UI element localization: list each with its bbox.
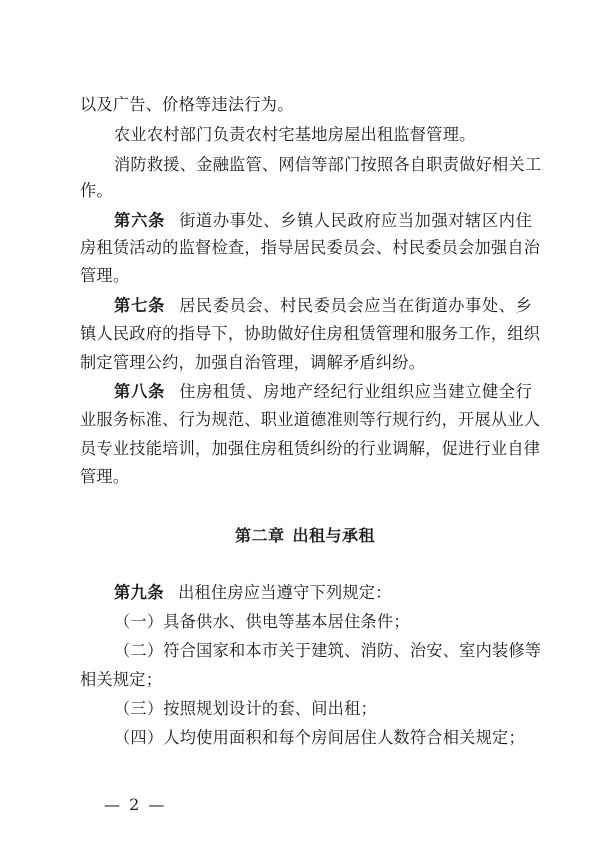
list-item: （四）人均使用面积和每个房间居住人数符合相关规定； bbox=[114, 728, 525, 747]
article-text: 居民委员会、村民委员会应当在街道办事处、乡 bbox=[179, 296, 533, 315]
article-8-line bbox=[114, 382, 532, 402]
paragraph-line: 制定管理公约，加强自治管理，调解矛盾纠纷。 bbox=[80, 353, 426, 372]
paragraph-line: 镇人民政府的指导下，协助做好住房租赁管理和服务工作，组织 bbox=[80, 324, 541, 343]
paragraph-line: 农业农村部门负责农村宅基地房屋出租监督管理。 bbox=[114, 125, 476, 144]
list-item: （一）具备供水、供电等基本居住条件； bbox=[114, 612, 410, 631]
paragraph-line: 员专业技能培训，加强住房租赁纠纷的行业调解，促进行业自律 bbox=[80, 439, 541, 458]
list-item-continuation: 相关规定； bbox=[80, 670, 163, 689]
paragraph-line: 管理。 bbox=[80, 467, 130, 486]
article-label: 第九条 bbox=[114, 583, 165, 602]
article-text: 出租住房应当遵守下列规定： bbox=[178, 583, 392, 602]
article-7-line bbox=[114, 296, 532, 316]
paragraph-line: 房租赁活动的监督检查，指导居民委员会、村民委员会加强自治 bbox=[80, 238, 541, 257]
page-number: — 2 — bbox=[104, 795, 167, 814]
paragraph-line: 消防救援、金融监管、网信等部门按照各自职责做好相关工 bbox=[114, 155, 542, 174]
article-label: 第八条 bbox=[114, 382, 166, 401]
chapter-heading bbox=[0, 526, 610, 546]
paragraph-line: 管理。 bbox=[80, 266, 130, 285]
chapter-title: 出租与承租 bbox=[292, 526, 376, 545]
article-label: 第六条 bbox=[114, 211, 166, 230]
paragraph-line: 以及广告、价格等违法行为。 bbox=[80, 95, 294, 114]
article-6-line bbox=[114, 211, 532, 231]
article-9-line bbox=[114, 583, 532, 603]
list-item: （二）符合国家和本市关于建筑、消防、治安、室内装修等 bbox=[114, 641, 542, 660]
paragraph-line: 作。 bbox=[80, 181, 113, 200]
article-text: 住房租赁、房地产经纪行业组织应当建立健全行 bbox=[179, 382, 533, 401]
article-text: 街道办事处、乡镇人民政府应当加强对辖区内住 bbox=[179, 211, 533, 230]
paragraph-line: 业服务标准、行为规范、职业道德准则等行规行约，开展从业人 bbox=[80, 410, 541, 429]
chapter-number: 第二章 bbox=[234, 526, 285, 545]
list-item: （三）按照规划设计的套、间出租； bbox=[114, 699, 377, 718]
article-label: 第七条 bbox=[114, 296, 166, 315]
